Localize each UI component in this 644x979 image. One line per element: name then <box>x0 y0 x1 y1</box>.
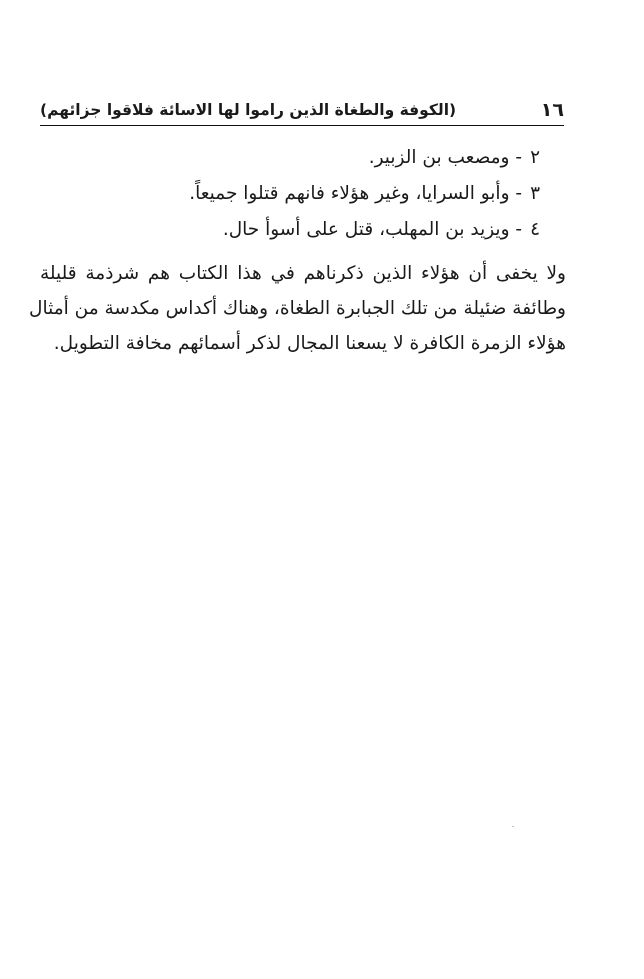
list-item-text: - ويزيد بن المهلب، قتل على أسوأ حال. <box>222 219 523 240</box>
running-title: (الكوفة والطغاة الذين راموا لها الاسائة فلاقوا جزائهم) <box>40 101 457 119</box>
paragraph-line: هؤلاء الزمرة الكافرة لا يسعنا المجال لذكر أسمائهم مخافة التطويل. <box>53 333 566 354</box>
list-item <box>189 212 540 248</box>
header-rule <box>40 125 564 126</box>
page-header <box>40 96 564 124</box>
page-number: ١٦ <box>540 99 564 121</box>
body-paragraph <box>29 256 566 361</box>
list-item-text: - ومصعب بن الزبير. <box>368 147 523 168</box>
list-item-number: ٤ <box>530 219 540 240</box>
list-item-number: ٢ <box>530 147 540 168</box>
numbered-list <box>189 140 540 248</box>
list-item <box>189 176 540 212</box>
paragraph-line: ولا يخفى أن هؤلاء الذين ذكرناهم في هذا الكتاب هم شرذمة قليلة <box>40 263 566 284</box>
list-item-number: ٣ <box>530 183 540 204</box>
list-item <box>189 140 540 176</box>
scan-speck <box>512 826 514 827</box>
paragraph-line: وطائفة ضئيلة من تلك الجبابرة الطغاة، وهناك أكداس مكدسة من أمثال <box>29 298 566 319</box>
list-item-text: - وأبو السرايا، وغير هؤلاء فانهم قتلوا جميعاً. <box>189 183 523 204</box>
